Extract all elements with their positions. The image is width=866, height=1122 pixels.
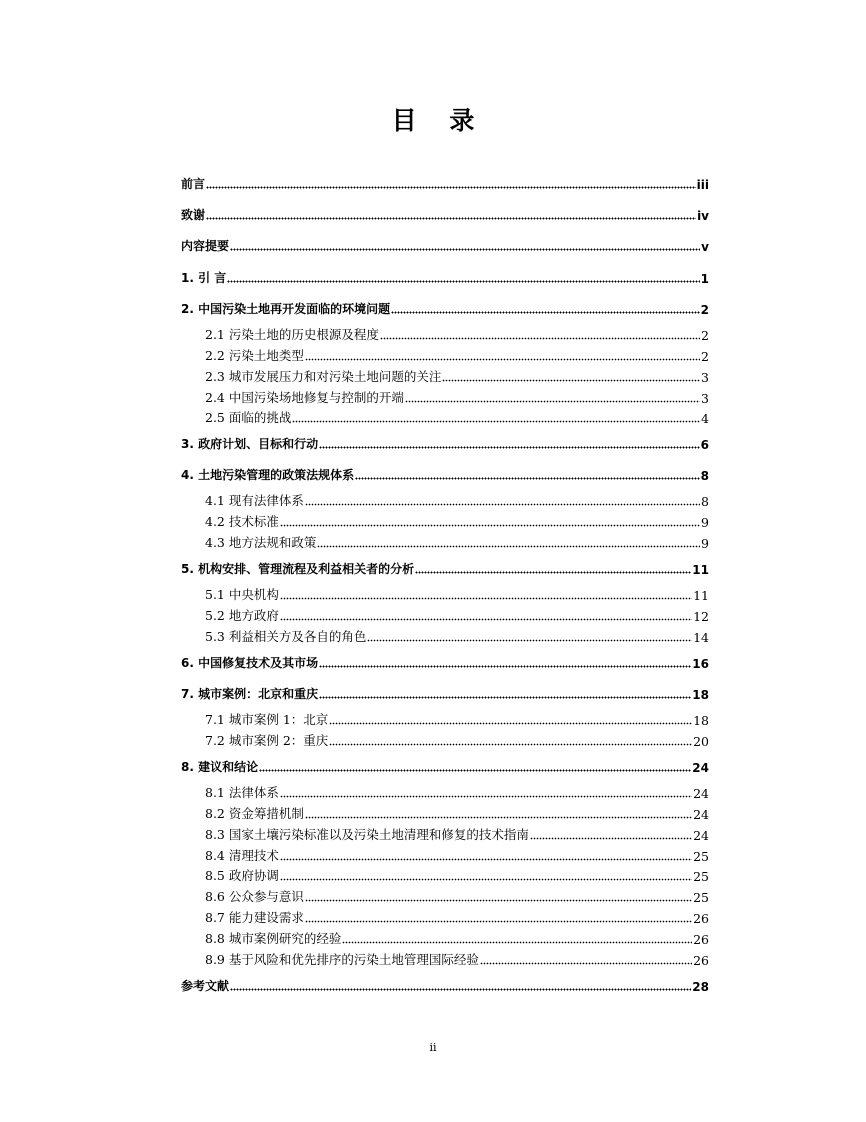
toc-entry-label: 4.3 地方法规和政策 bbox=[205, 535, 317, 550]
toc-entry-page: 24 bbox=[693, 828, 709, 843]
toc-entry-page: 11 bbox=[693, 588, 709, 603]
dot-leader bbox=[206, 186, 696, 189]
dot-leader bbox=[319, 696, 691, 699]
toc-entry-label: 7.2 城市案例 2：重庆 bbox=[205, 733, 329, 748]
dot-leader bbox=[206, 217, 696, 220]
dot-leader bbox=[442, 379, 700, 382]
toc-entry-label: 8.4 清理技术 bbox=[205, 848, 279, 863]
toc-entry[interactable] bbox=[181, 559, 709, 577]
toc-entry[interactable] bbox=[181, 434, 709, 452]
toc-entry[interactable] bbox=[181, 976, 709, 994]
toc-entry-label: 8.2 资金筹措机制 bbox=[205, 806, 304, 821]
toc-entry-page: 24 bbox=[692, 761, 709, 775]
toc-entry[interactable] bbox=[205, 627, 709, 645]
toc-entry-page: 11 bbox=[692, 563, 709, 577]
toc-entry-page: 26 bbox=[693, 932, 709, 947]
toc-entry-page: 2 bbox=[701, 349, 709, 364]
toc-entry-page: 24 bbox=[693, 786, 709, 801]
dot-leader bbox=[342, 941, 692, 944]
toc-entry[interactable] bbox=[181, 174, 709, 192]
toc-entry[interactable] bbox=[205, 866, 709, 884]
toc-entry-page: 3 bbox=[701, 391, 709, 406]
toc-entry-label: 5.1 中央机构 bbox=[205, 587, 279, 602]
dot-leader bbox=[292, 420, 700, 423]
toc-entry-label: 5.2 地方政府 bbox=[205, 608, 279, 623]
toc-entry-label: 5.3 利益相关方及各自的角色 bbox=[205, 629, 367, 644]
toc-entry-page: 12 bbox=[693, 609, 709, 624]
toc-entry[interactable] bbox=[205, 533, 709, 551]
dot-leader bbox=[280, 597, 692, 600]
dot-leader bbox=[480, 962, 692, 965]
toc-entry-page: 6 bbox=[700, 438, 709, 452]
toc-entry[interactable] bbox=[181, 757, 709, 775]
toc-entry-page: 4 bbox=[701, 411, 709, 426]
toc-entry-label: 8.6 公众参与意识 bbox=[205, 889, 304, 904]
toc-entry-page: 14 bbox=[693, 630, 709, 645]
toc-entry[interactable] bbox=[205, 367, 709, 385]
toc-entry-page: 18 bbox=[693, 713, 709, 728]
toc-entry-page: 26 bbox=[693, 911, 709, 926]
toc-entry[interactable] bbox=[205, 512, 709, 530]
toc-entry[interactable] bbox=[205, 887, 709, 905]
toc-entry-label: 3. 政府计划、目标和行动 bbox=[181, 437, 319, 451]
toc-entry-page: 25 bbox=[693, 849, 709, 864]
dot-leader bbox=[329, 722, 692, 725]
dot-leader bbox=[405, 400, 700, 403]
toc-entry-label: 参考文献 bbox=[181, 979, 230, 993]
toc-entry-label: 8.5 政府协调 bbox=[205, 868, 279, 883]
toc-entry[interactable] bbox=[205, 606, 709, 624]
toc-entry[interactable] bbox=[205, 846, 709, 864]
dot-leader bbox=[230, 988, 691, 991]
toc-entry-label: 2.2 污染土地类型 bbox=[205, 348, 304, 363]
toc-entry-page: 24 bbox=[693, 807, 709, 822]
toc-entry-label: 前言 bbox=[181, 177, 206, 191]
dot-leader bbox=[305, 503, 700, 506]
toc-entry-label: 2. 中国污染土地再开发面临的环境问题 bbox=[181, 302, 391, 316]
dot-leader bbox=[355, 477, 700, 480]
dot-leader bbox=[280, 878, 692, 881]
toc-entry-page: 28 bbox=[692, 980, 709, 994]
dot-leader bbox=[305, 899, 692, 902]
toc-entry-page: 1 bbox=[700, 272, 709, 286]
toc-entry-page: iii bbox=[696, 178, 709, 192]
toc-entry[interactable] bbox=[181, 465, 709, 483]
toc-entry[interactable] bbox=[205, 950, 709, 968]
toc-entry-label: 8.1 法律体系 bbox=[205, 785, 279, 800]
toc-entry-label: 4. 土地污染管理的政策法规体系 bbox=[181, 468, 355, 482]
toc-entry-page: 2 bbox=[701, 328, 709, 343]
toc-entry-label: 8.9 基于风险和优先排序的污染土地管理国际经验 bbox=[205, 952, 479, 967]
toc-entry[interactable] bbox=[205, 804, 709, 822]
toc-entry-label: 8.7 能力建设需求 bbox=[205, 910, 304, 925]
toc-entry-page: 25 bbox=[693, 890, 709, 905]
toc-entry-page: 8 bbox=[700, 469, 709, 483]
dot-leader bbox=[530, 837, 692, 840]
toc-entry[interactable] bbox=[181, 205, 709, 223]
dot-leader bbox=[380, 337, 700, 340]
toc-entry-label: 致谢 bbox=[181, 208, 206, 222]
toc-entry-label: 7. 城市案例：北京和重庆 bbox=[181, 687, 319, 701]
toc-entry[interactable] bbox=[205, 585, 709, 603]
toc-entry[interactable] bbox=[181, 299, 709, 317]
toc-entry[interactable] bbox=[205, 929, 709, 947]
dot-leader bbox=[367, 639, 692, 642]
toc-entry-page: 20 bbox=[693, 734, 709, 749]
toc-entry[interactable] bbox=[205, 710, 709, 728]
toc-entry[interactable] bbox=[205, 325, 709, 343]
toc-entry[interactable] bbox=[181, 684, 709, 702]
page-number: ii bbox=[429, 1041, 437, 1054]
toc-entry-page: iv bbox=[697, 209, 709, 223]
toc-entry-page: 2 bbox=[700, 303, 709, 317]
dot-leader bbox=[319, 446, 700, 449]
dot-leader bbox=[305, 816, 692, 819]
dot-leader bbox=[329, 743, 692, 746]
toc-entry-label: 1. 引 言 bbox=[181, 271, 227, 285]
toc-entry-label: 2.1 污染土地的历史根源及程度 bbox=[205, 327, 379, 342]
dot-leader bbox=[415, 571, 691, 574]
toc-entry-page: 8 bbox=[701, 494, 709, 509]
toc-entry-label: 4.1 现有法律体系 bbox=[205, 493, 304, 508]
toc-entry-label: 2.4 中国污染场地修复与控制的开端 bbox=[205, 390, 404, 405]
dot-leader bbox=[280, 618, 692, 621]
dot-leader bbox=[227, 280, 699, 283]
toc-entry[interactable] bbox=[205, 346, 709, 364]
toc-entry-page: 26 bbox=[693, 953, 709, 968]
toc-entry-label: 7.1 城市案例 1：北京 bbox=[205, 712, 329, 727]
toc-entry-page: 16 bbox=[692, 657, 709, 671]
toc-entry-label: 4.2 技术标准 bbox=[205, 514, 279, 529]
toc-entry-page: 9 bbox=[701, 515, 709, 530]
dot-leader bbox=[259, 769, 691, 772]
dot-leader bbox=[305, 358, 700, 361]
dot-leader bbox=[317, 545, 700, 548]
toc-entry-page: 3 bbox=[701, 370, 709, 385]
dot-leader bbox=[280, 858, 692, 861]
toc-entry-page: 9 bbox=[701, 536, 709, 551]
dot-leader bbox=[305, 920, 692, 923]
toc-entry-label: 5. 机构安排、管理流程及利益相关者的分析 bbox=[181, 562, 415, 576]
toc-entry-label: 内容提要 bbox=[181, 239, 230, 253]
toc-entry-label: 6. 中国修复技术及其市场 bbox=[181, 656, 319, 670]
toc-entry[interactable] bbox=[181, 653, 709, 671]
toc-entry-page: v bbox=[701, 240, 709, 254]
dot-leader bbox=[391, 311, 700, 314]
dot-leader bbox=[319, 665, 691, 668]
toc-entry[interactable] bbox=[205, 825, 709, 843]
toc-entry[interactable] bbox=[181, 236, 709, 254]
toc-entry-label: 8.3 国家土壤污染标准以及污染土地清理和修复的技术指南 bbox=[205, 827, 529, 842]
toc-entry[interactable] bbox=[205, 731, 709, 749]
toc-entry[interactable] bbox=[205, 408, 709, 426]
toc-entry[interactable] bbox=[205, 491, 709, 509]
dot-leader bbox=[280, 524, 700, 527]
toc-entry-label: 2.5 面临的挑战 bbox=[205, 410, 292, 425]
toc-entry-label: 8. 建议和结论 bbox=[181, 760, 259, 774]
toc-entry-label: 2.3 城市发展压力和对污染土地问题的关注 bbox=[205, 369, 442, 384]
dot-leader bbox=[230, 248, 700, 251]
toc-entry[interactable] bbox=[205, 388, 709, 406]
toc-entry-page: 18 bbox=[692, 688, 709, 702]
page-title: 目 录 bbox=[391, 106, 487, 135]
toc-entry[interactable] bbox=[181, 268, 709, 286]
toc-entry[interactable] bbox=[205, 908, 709, 926]
toc-entry-label: 8.8 城市案例研究的经验 bbox=[205, 931, 342, 946]
dot-leader bbox=[280, 795, 692, 798]
toc-entry-page: 25 bbox=[693, 869, 709, 884]
toc-entry[interactable] bbox=[205, 783, 709, 801]
